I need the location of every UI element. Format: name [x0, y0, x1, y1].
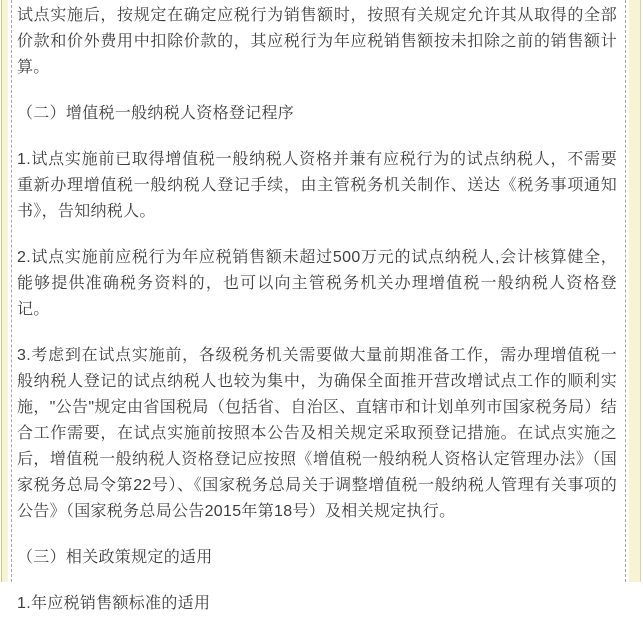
right-dashed-border — [625, 0, 626, 582]
section-heading-policy-application: （三）相关政策规定的适用 — [17, 549, 213, 566]
left-margin-strip — [1, 0, 8, 582]
section-heading-registration-procedure: （二）增值税一般纳税人资格登记程序 — [17, 105, 295, 122]
paragraph-item-2-under-5-million: 2.试点实施前应税行为年应税销售额未超过500万元的试点纳税人,会计核算健全，能够提供准确税务资料的，也可以向主管税务机关办理增值税一般纳税人资格登记。 — [17, 249, 617, 318]
paragraph-annual-sales-standard: 1.年应税销售额标准的适用 — [17, 595, 211, 612]
paragraph-item-3-pre-registration: 3.考虑到在试点实施前，各级税务机关需要做大量前期准备工作，需办理增值税一般纳税人登记的试点纳税人也较为集中，为确保全面推开营改增试点工作的顺利实施，"公告"规定由省国税局（包括省、自治区、直辖市和计划单列市国家税务局）结合工作需要，在试点实施前按照本公告及相关规定采取预登记措施。在试点实施之后，增值税一般纳税人资格登记应按照《增值税一般纳税人资格认定管理办法》（国家税务总局令第22号）、《国家税务总局关于调整增值税一般纳税人管理有关事项的公告》（国家税务总局公告2015年第18号）及相关规定执行。 — [17, 347, 617, 520]
right-margin-strip — [629, 0, 641, 582]
article-content — [17, 0, 617, 637]
paragraph-item-1-existing-taxpayers: 1.试点实施前已取得增值税一般纳税人资格并兼有应税行为的试点纳税人，不需要重新办理增值税一般纳税人登记手续，由主管税务机关制作、送达《税务事项通知书》，告知纳税人。 — [17, 151, 617, 220]
left-dashed-border — [11, 0, 12, 582]
paragraph-sales-amount-calculation: 试点实施后，按规定在确定应税行为销售额时，按照有关规定允许其从取得的全部价款和价外费用中扣除价款的，其应税行为年应税销售额按未扣除之前的销售额计算。 — [17, 7, 617, 76]
